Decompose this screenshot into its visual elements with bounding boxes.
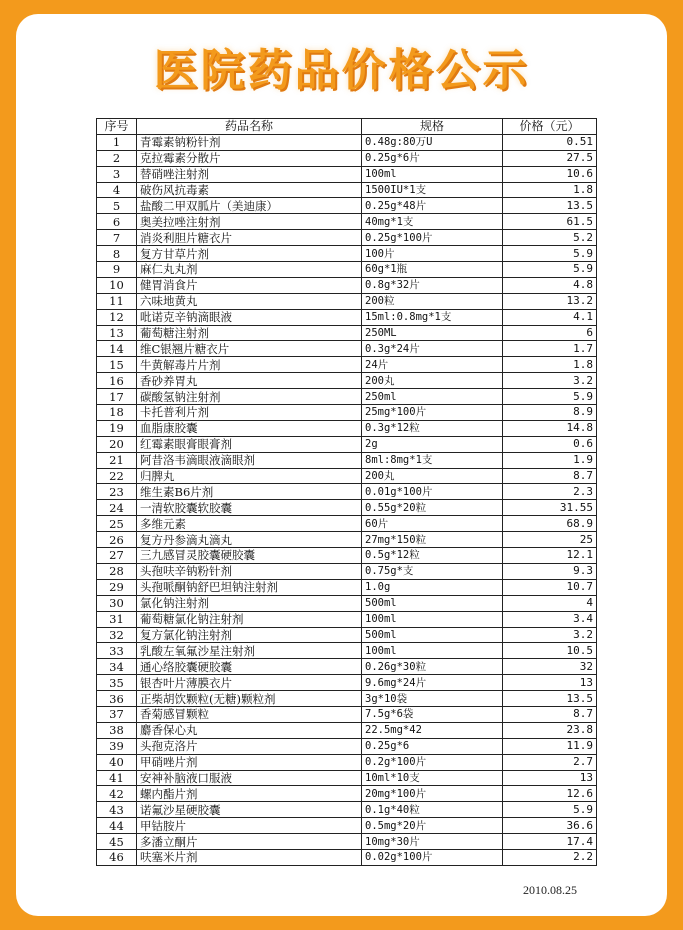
cell-spec: 7.5g*6袋 xyxy=(362,706,503,722)
header-spec: 规格 xyxy=(362,119,503,135)
cell-drug-name: 香砂养胃丸 xyxy=(137,373,362,389)
cell-drug-name: 六味地黄丸 xyxy=(137,293,362,309)
cell-index: 26 xyxy=(97,532,137,548)
cell-spec: 60g*1瓶 xyxy=(362,262,503,278)
table-row xyxy=(97,262,597,278)
table-row xyxy=(97,849,597,865)
cell-spec: 200粒 xyxy=(362,293,503,309)
table-row xyxy=(97,802,597,818)
cell-spec: 250ML xyxy=(362,325,503,341)
table-row xyxy=(97,484,597,500)
cell-drug-name: 健胃消食片 xyxy=(137,277,362,293)
cell-index: 4 xyxy=(97,182,137,198)
cell-drug-name: 银杏叶片薄膜衣片 xyxy=(137,675,362,691)
table-row xyxy=(97,818,597,834)
cell-spec: 250ml xyxy=(362,389,503,405)
cell-drug-name: 安神补脑液口服液 xyxy=(137,770,362,786)
table-row xyxy=(97,309,597,325)
cell-index: 15 xyxy=(97,357,137,373)
cell-index: 41 xyxy=(97,770,137,786)
cell-spec: 0.02g*100片 xyxy=(362,849,503,865)
cell-price: 0.6 xyxy=(503,436,597,452)
cell-index: 2 xyxy=(97,150,137,166)
cell-spec: 27mg*150粒 xyxy=(362,532,503,548)
cell-price: 31.55 xyxy=(503,500,597,516)
cell-spec: 200丸 xyxy=(362,468,503,484)
cell-index: 25 xyxy=(97,516,137,532)
cell-spec: 0.55g*20粒 xyxy=(362,500,503,516)
cell-drug-name: 消炎利胆片糖衣片 xyxy=(137,230,362,246)
cell-drug-name: 吡诺克辛钠滴眼液 xyxy=(137,309,362,325)
table-row xyxy=(97,182,597,198)
cell-index: 37 xyxy=(97,706,137,722)
cell-index: 38 xyxy=(97,722,137,738)
cell-price: 27.5 xyxy=(503,150,597,166)
price-table xyxy=(96,118,597,866)
table-row xyxy=(97,722,597,738)
cell-drug-name: 头孢哌酮钠舒巴坦钠注射剂 xyxy=(137,579,362,595)
cell-spec: 0.8g*32片 xyxy=(362,277,503,293)
cell-spec: 100ml xyxy=(362,166,503,182)
cell-spec: 15ml:0.8mg*1支 xyxy=(362,309,503,325)
cell-index: 23 xyxy=(97,484,137,500)
cell-index: 46 xyxy=(97,849,137,865)
cell-index: 19 xyxy=(97,420,137,436)
cell-index: 7 xyxy=(97,230,137,246)
table-row xyxy=(97,532,597,548)
cell-price: 61.5 xyxy=(503,214,597,230)
cell-spec: 40mg*1支 xyxy=(362,214,503,230)
cell-index: 28 xyxy=(97,563,137,579)
table-row xyxy=(97,468,597,484)
cell-index: 13 xyxy=(97,325,137,341)
table-row xyxy=(97,786,597,802)
cell-price: 4.8 xyxy=(503,277,597,293)
cell-index: 12 xyxy=(97,309,137,325)
cell-price: 2.3 xyxy=(503,484,597,500)
cell-spec: 0.5g*12粒 xyxy=(362,548,503,564)
cell-spec: 0.1g*40粒 xyxy=(362,802,503,818)
cell-index: 16 xyxy=(97,373,137,389)
cell-spec: 500ml xyxy=(362,595,503,611)
cell-spec: 22.5mg*42 xyxy=(362,722,503,738)
cell-index: 5 xyxy=(97,198,137,214)
table-row xyxy=(97,706,597,722)
header-price: 价格（元） xyxy=(503,119,597,135)
cell-drug-name: 牛黄解毒片片剂 xyxy=(137,357,362,373)
cell-index: 14 xyxy=(97,341,137,357)
cell-drug-name: 破伤风抗毒素 xyxy=(137,182,362,198)
cell-price: 32 xyxy=(503,659,597,675)
cell-price: 12.6 xyxy=(503,786,597,802)
table-row xyxy=(97,341,597,357)
table-row xyxy=(97,452,597,468)
page-title: 医院药品价格公示 xyxy=(153,45,530,96)
cell-spec: 1.0g xyxy=(362,579,503,595)
cell-index: 27 xyxy=(97,548,137,564)
cell-index: 9 xyxy=(97,262,137,278)
table-row xyxy=(97,420,597,436)
table-header-row xyxy=(97,119,597,135)
cell-spec: 0.2g*100片 xyxy=(362,754,503,770)
cell-index: 29 xyxy=(97,579,137,595)
cell-spec: 2g xyxy=(362,436,503,452)
cell-spec: 0.5mg*20片 xyxy=(362,818,503,834)
cell-drug-name: 归脾丸 xyxy=(137,468,362,484)
cell-price: 13.5 xyxy=(503,198,597,214)
table-body xyxy=(97,134,597,865)
cell-index: 45 xyxy=(97,834,137,850)
table-row xyxy=(97,595,597,611)
cell-price: 5.2 xyxy=(503,230,597,246)
cell-price: 5.9 xyxy=(503,246,597,262)
cell-price: 4 xyxy=(503,595,597,611)
cell-drug-name: 维C银翘片糖衣片 xyxy=(137,341,362,357)
cell-drug-name: 葡萄糖氯化钠注射剂 xyxy=(137,611,362,627)
cell-price: 13 xyxy=(503,770,597,786)
cell-price: 23.8 xyxy=(503,722,597,738)
cell-index: 10 xyxy=(97,277,137,293)
cell-index: 42 xyxy=(97,786,137,802)
cell-price: 13.2 xyxy=(503,293,597,309)
table-row xyxy=(97,293,597,309)
cell-spec: 10mg*30片 xyxy=(362,834,503,850)
cell-price: 10.7 xyxy=(503,579,597,595)
cell-index: 3 xyxy=(97,166,137,182)
cell-price: 5.9 xyxy=(503,262,597,278)
cell-index: 24 xyxy=(97,500,137,516)
cell-index: 44 xyxy=(97,818,137,834)
header-drug-name: 药品名称 xyxy=(137,119,362,135)
cell-index: 1 xyxy=(97,134,137,150)
cell-drug-name: 克拉霉素分散片 xyxy=(137,150,362,166)
cell-price: 8.9 xyxy=(503,405,597,421)
cell-drug-name: 通心络胶囊硬胶囊 xyxy=(137,659,362,675)
cell-spec: 3g*10袋 xyxy=(362,691,503,707)
cell-drug-name: 碳酸氢钠注射剂 xyxy=(137,389,362,405)
cell-drug-name: 正柴胡饮颗粒(无糖)颗粒剂 xyxy=(137,691,362,707)
cell-spec: 100ml xyxy=(362,643,503,659)
cell-drug-name: 麝香保心丸 xyxy=(137,722,362,738)
table-row xyxy=(97,643,597,659)
cell-price: 5.9 xyxy=(503,389,597,405)
cell-price: 10.6 xyxy=(503,166,597,182)
table-row xyxy=(97,738,597,754)
cell-price: 1.7 xyxy=(503,341,597,357)
cell-price: 3.2 xyxy=(503,627,597,643)
cell-index: 39 xyxy=(97,738,137,754)
cell-price: 1.9 xyxy=(503,452,597,468)
cell-price: 13.5 xyxy=(503,691,597,707)
cell-price: 25 xyxy=(503,532,597,548)
cell-drug-name: 头孢呋辛钠粉针剂 xyxy=(137,563,362,579)
table-row xyxy=(97,500,597,516)
table-row xyxy=(97,373,597,389)
cell-spec: 0.48g:80万U xyxy=(362,134,503,150)
cell-drug-name: 复方丹参滴丸滴丸 xyxy=(137,532,362,548)
cell-spec: 0.25g*48片 xyxy=(362,198,503,214)
table-row xyxy=(97,770,597,786)
cell-drug-name: 葡萄糖注射剂 xyxy=(137,325,362,341)
cell-price: 8.7 xyxy=(503,706,597,722)
cell-price: 9.3 xyxy=(503,563,597,579)
cell-drug-name: 香菊感冒颗粒 xyxy=(137,706,362,722)
cell-spec: 0.25g*100片 xyxy=(362,230,503,246)
cell-index: 18 xyxy=(97,405,137,421)
cell-spec: 0.25g*6 xyxy=(362,738,503,754)
cell-drug-name: 螺内酯片剂 xyxy=(137,786,362,802)
table-row xyxy=(97,357,597,373)
cell-spec: 500ml xyxy=(362,627,503,643)
table-row xyxy=(97,230,597,246)
table-row xyxy=(97,214,597,230)
cell-spec: 100片 xyxy=(362,246,503,262)
table-row xyxy=(97,246,597,262)
cell-index: 40 xyxy=(97,754,137,770)
cell-drug-name: 血脂康胶囊 xyxy=(137,420,362,436)
cell-spec: 0.75g*支 xyxy=(362,563,503,579)
table-row xyxy=(97,150,597,166)
cell-spec: 0.01g*100片 xyxy=(362,484,503,500)
table-row xyxy=(97,436,597,452)
cell-spec: 25mg*100片 xyxy=(362,405,503,421)
cell-drug-name: 替硝唑注射剂 xyxy=(137,166,362,182)
cell-drug-name: 维生素B6片剂 xyxy=(137,484,362,500)
table-row xyxy=(97,166,597,182)
cell-price: 3.4 xyxy=(503,611,597,627)
cell-price: 4.1 xyxy=(503,309,597,325)
cell-index: 33 xyxy=(97,643,137,659)
cell-drug-name: 甲钴胺片 xyxy=(137,818,362,834)
cell-spec: 0.3g*24片 xyxy=(362,341,503,357)
cell-spec: 0.26g*30粒 xyxy=(362,659,503,675)
cell-drug-name: 头孢克洛片 xyxy=(137,738,362,754)
cell-index: 22 xyxy=(97,468,137,484)
cell-drug-name: 阿昔洛韦滴眼液滴眼剂 xyxy=(137,452,362,468)
table-row xyxy=(97,579,597,595)
table-row xyxy=(97,611,597,627)
cell-drug-name: 复方氯化钠注射剂 xyxy=(137,627,362,643)
publish-date: 2010.08.25 xyxy=(523,883,577,897)
table-row xyxy=(97,277,597,293)
cell-price: 0.51 xyxy=(503,134,597,150)
cell-drug-name: 诺氟沙星硬胶囊 xyxy=(137,802,362,818)
cell-index: 6 xyxy=(97,214,137,230)
table-row xyxy=(97,516,597,532)
cell-price: 17.4 xyxy=(503,834,597,850)
cell-index: 36 xyxy=(97,691,137,707)
cell-index: 8 xyxy=(97,246,137,262)
cell-price: 10.5 xyxy=(503,643,597,659)
cell-drug-name: 卡托普利片剂 xyxy=(137,405,362,421)
cell-drug-name: 麻仁丸丸剂 xyxy=(137,262,362,278)
cell-index: 43 xyxy=(97,802,137,818)
table-row xyxy=(97,675,597,691)
cell-index: 17 xyxy=(97,389,137,405)
table-row xyxy=(97,134,597,150)
cell-price: 6 xyxy=(503,325,597,341)
cell-drug-name: 氯化钠注射剂 xyxy=(137,595,362,611)
cell-spec: 100ml xyxy=(362,611,503,627)
cell-drug-name: 三九感冒灵胶囊硬胶囊 xyxy=(137,548,362,564)
cell-drug-name: 多潘立酮片 xyxy=(137,834,362,850)
cell-price: 3.2 xyxy=(503,373,597,389)
cell-spec: 9.6mg*24片 xyxy=(362,675,503,691)
cell-spec: 24片 xyxy=(362,357,503,373)
cell-price: 68.9 xyxy=(503,516,597,532)
cell-price: 12.1 xyxy=(503,548,597,564)
cell-price: 8.7 xyxy=(503,468,597,484)
cell-spec: 1500IU*1支 xyxy=(362,182,503,198)
cell-drug-name: 盐酸二甲双胍片（美迪康） xyxy=(137,198,362,214)
table-row xyxy=(97,659,597,675)
cell-drug-name: 奥美拉唑注射剂 xyxy=(137,214,362,230)
cell-spec: 60片 xyxy=(362,516,503,532)
table-row xyxy=(97,548,597,564)
cell-price: 1.8 xyxy=(503,357,597,373)
table-row xyxy=(97,325,597,341)
table-row xyxy=(97,627,597,643)
cell-price: 2.7 xyxy=(503,754,597,770)
cell-drug-name: 青霉素钠粉针剂 xyxy=(137,134,362,150)
cell-index: 35 xyxy=(97,675,137,691)
cell-drug-name: 红霉素眼膏眼膏剂 xyxy=(137,436,362,452)
cell-spec: 10ml*10支 xyxy=(362,770,503,786)
cell-spec: 200丸 xyxy=(362,373,503,389)
cell-price: 14.8 xyxy=(503,420,597,436)
table-row xyxy=(97,754,597,770)
cell-spec: 20mg*100片 xyxy=(362,786,503,802)
cell-drug-name: 一清软胶囊软胶囊 xyxy=(137,500,362,516)
cell-drug-name: 多维元素 xyxy=(137,516,362,532)
cell-index: 11 xyxy=(97,293,137,309)
table-row xyxy=(97,834,597,850)
cell-index: 34 xyxy=(97,659,137,675)
cell-price: 13 xyxy=(503,675,597,691)
cell-drug-name: 甲硝唑片剂 xyxy=(137,754,362,770)
cell-price: 1.8 xyxy=(503,182,597,198)
cell-spec: 0.3g*12粒 xyxy=(362,420,503,436)
header-index: 序号 xyxy=(97,119,137,135)
cell-price: 36.6 xyxy=(503,818,597,834)
table-row xyxy=(97,405,597,421)
table-row xyxy=(97,389,597,405)
cell-price: 2.2 xyxy=(503,849,597,865)
cell-index: 21 xyxy=(97,452,137,468)
cell-drug-name: 复方甘草片剂 xyxy=(137,246,362,262)
cell-index: 32 xyxy=(97,627,137,643)
cell-price: 11.9 xyxy=(503,738,597,754)
table-row xyxy=(97,563,597,579)
cell-drug-name: 乳酸左氧氟沙星注射剂 xyxy=(137,643,362,659)
table-row xyxy=(97,198,597,214)
cell-drug-name: 呋塞米片剂 xyxy=(137,849,362,865)
cell-index: 20 xyxy=(97,436,137,452)
table-row xyxy=(97,691,597,707)
cell-spec: 8ml:8mg*1支 xyxy=(362,452,503,468)
cell-index: 31 xyxy=(97,611,137,627)
cell-price: 5.9 xyxy=(503,802,597,818)
cell-index: 30 xyxy=(97,595,137,611)
cell-spec: 0.25g*6片 xyxy=(362,150,503,166)
